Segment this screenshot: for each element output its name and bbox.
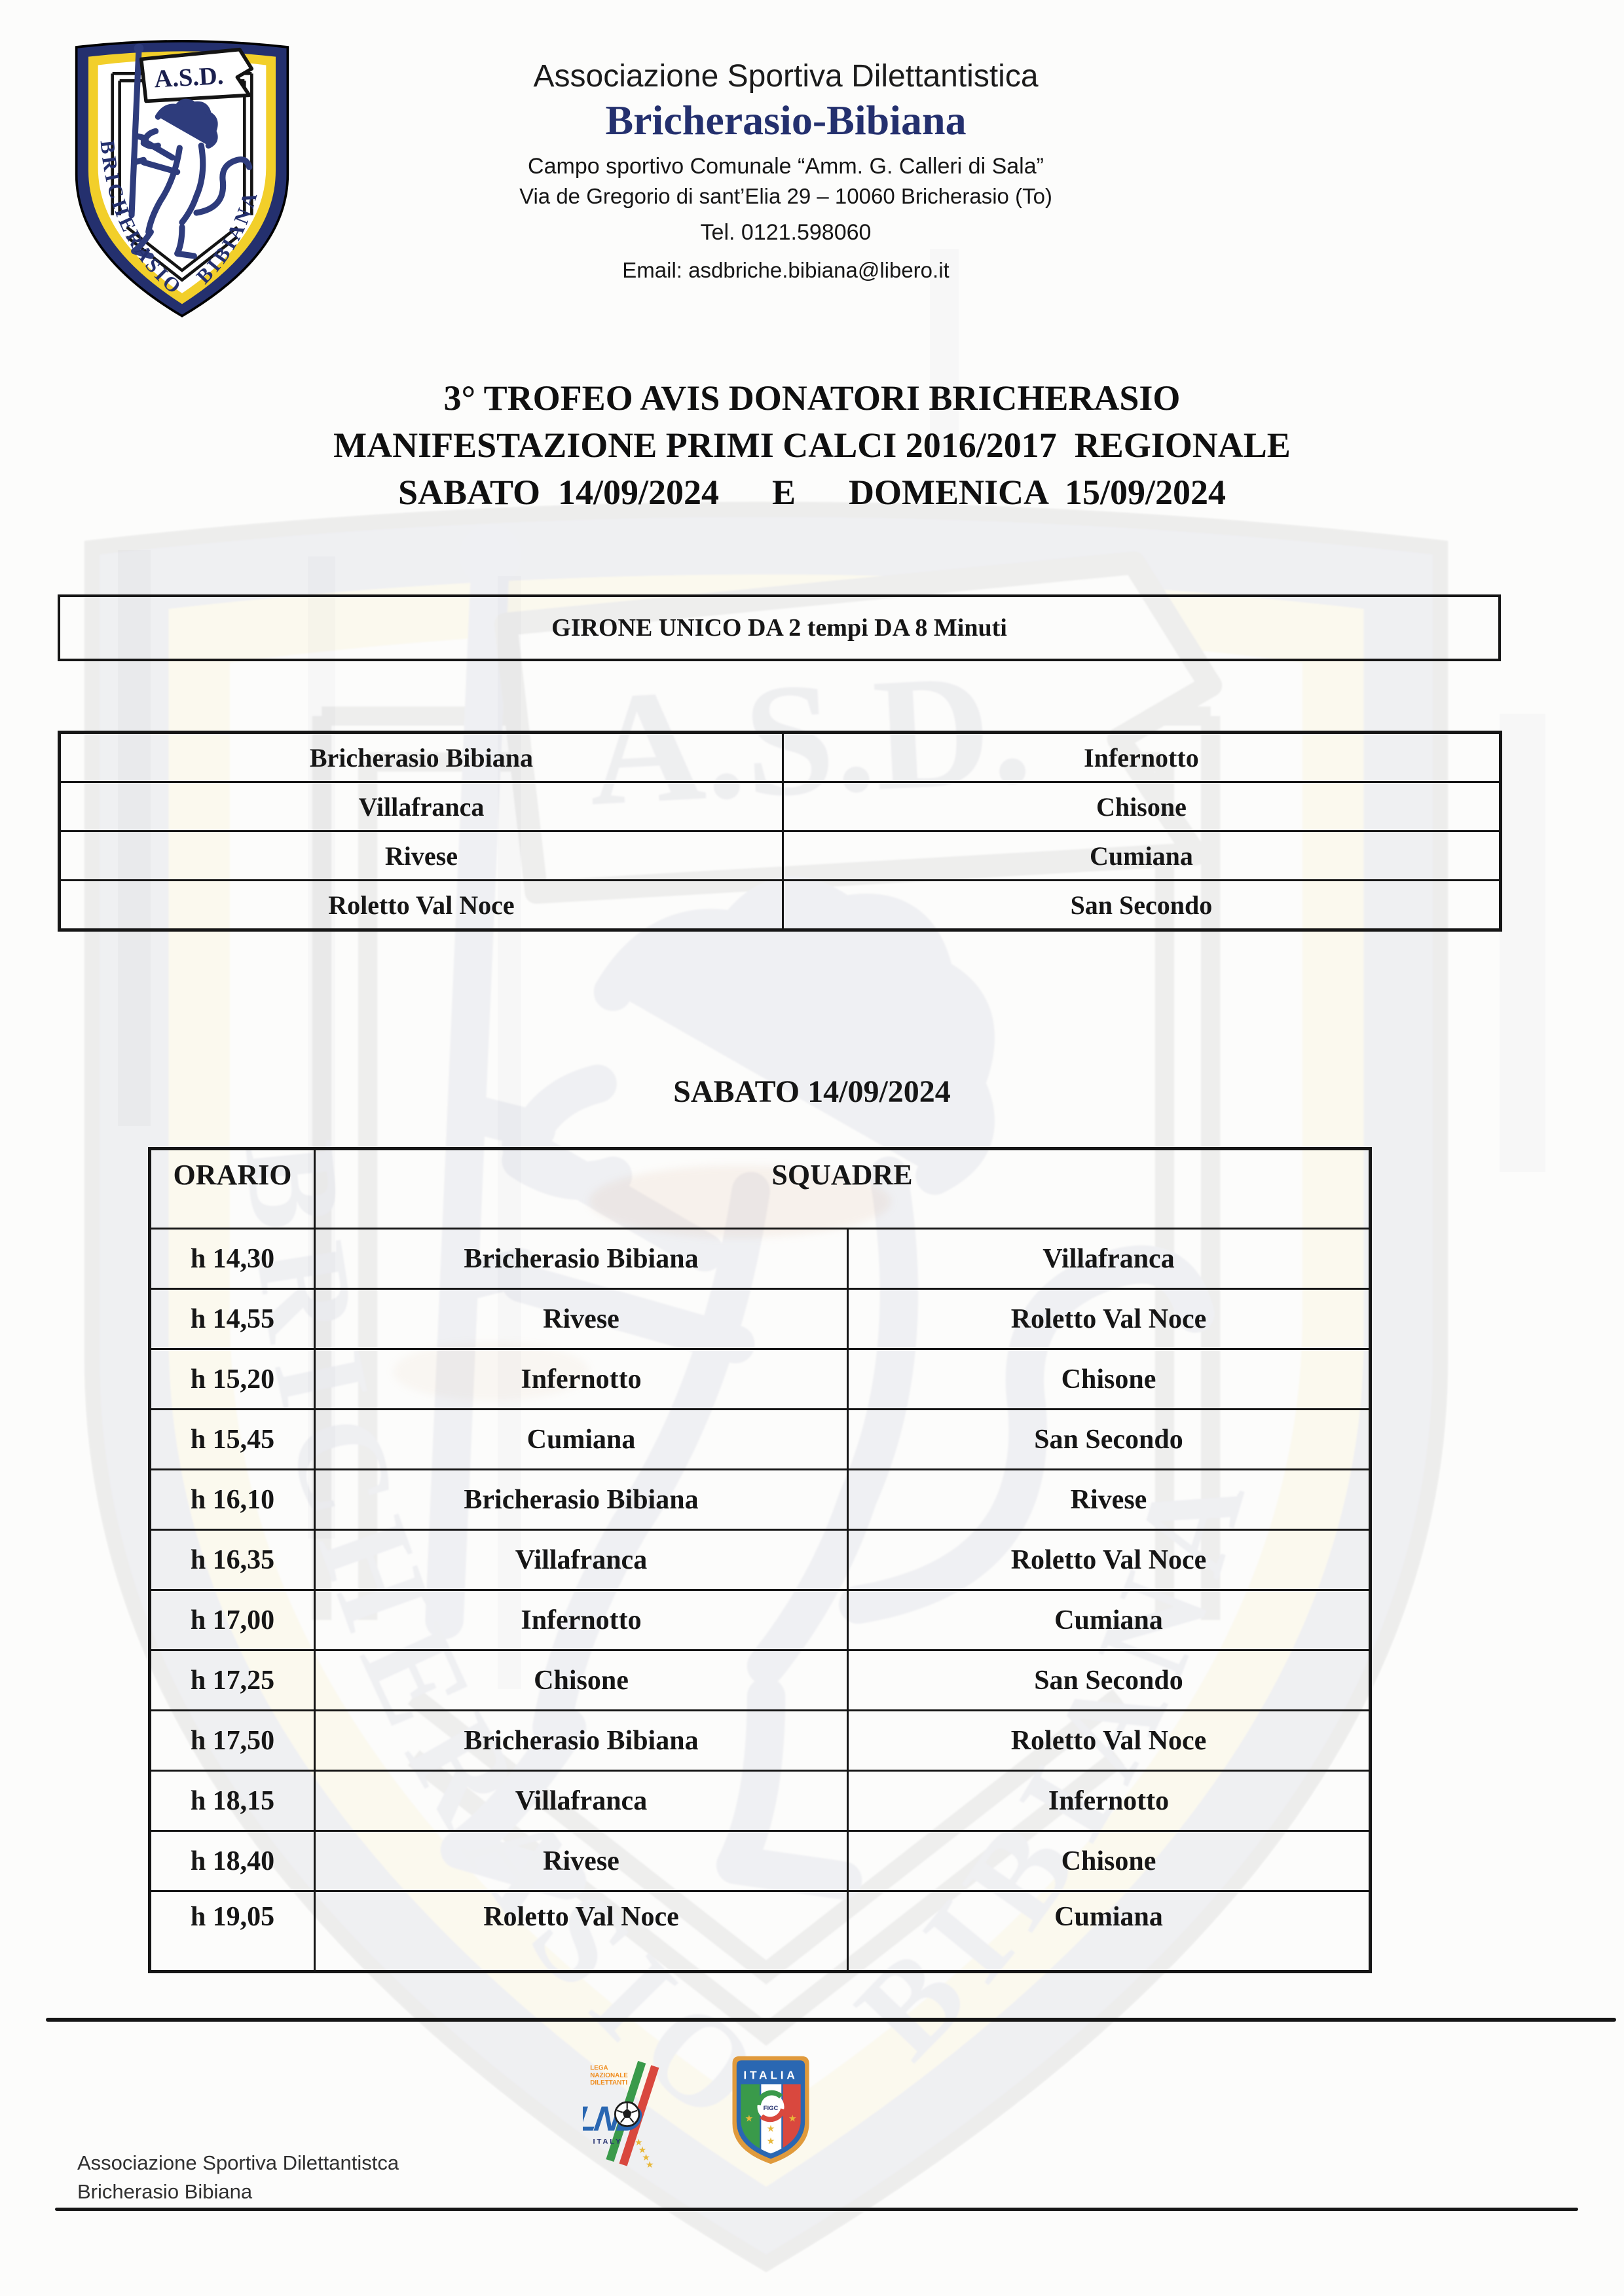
away-team-cell: Roletto Val Noce <box>848 1711 1371 1771</box>
away-team-cell: Cumiana <box>848 1891 1371 1972</box>
schedule-header-row <box>150 1149 1371 1229</box>
match-time: h 15,20 <box>150 1349 315 1410</box>
away-team-cell: San Secondo <box>848 1410 1371 1470</box>
match-time: h 16,10 <box>150 1470 315 1530</box>
title-line-3: SABATO 14/09/2024 E DOMENICA 15/09/2024 <box>397 473 1227 512</box>
match-row <box>150 1530 1371 1590</box>
away-team-cell: Rivese <box>848 1470 1371 1530</box>
away-team-cell: Infernotto <box>848 1771 1371 1831</box>
home-team-cell: Infernotto <box>315 1590 848 1650</box>
match-row <box>150 1891 1371 1972</box>
match-row <box>150 1831 1371 1891</box>
away-team-cell: Villafranca <box>848 1229 1371 1289</box>
match-row <box>150 1470 1371 1530</box>
tournament-title <box>0 374 1624 516</box>
figc-logo <box>722 2053 820 2167</box>
away-team-cell: Chisone <box>848 1349 1371 1410</box>
away-team-cell: Roletto Val Noce <box>848 1289 1371 1349</box>
match-time: h 17,25 <box>150 1650 315 1711</box>
footer-rule-bottom <box>55 2208 1578 2211</box>
match-time: h 15,45 <box>150 1410 315 1470</box>
teams-table <box>58 731 1502 932</box>
team-cell: Villafranca <box>60 782 783 831</box>
match-row <box>150 1349 1371 1410</box>
home-team-cell: Villafranca <box>315 1530 848 1590</box>
club-logo <box>60 33 304 321</box>
phone-line: Tel. 0121.598060 <box>700 220 872 246</box>
title-line-1: 3° TROFEO AVIS DONATORI BRICHERASIO <box>443 378 1181 418</box>
match-row <box>150 1410 1371 1470</box>
match-row <box>150 1229 1371 1289</box>
schedule-table <box>148 1147 1372 1973</box>
match-time: h 14,30 <box>150 1229 315 1289</box>
saturday-heading: SABATO 14/09/2024 <box>673 1074 951 1109</box>
table-row <box>60 782 1501 831</box>
home-team-cell: Roletto Val Noce <box>315 1891 848 1972</box>
email-line: Email: asdbriche.bibiana@libero.it <box>622 257 950 282</box>
away-team-cell: Roletto Val Noce <box>848 1530 1371 1590</box>
match-row <box>150 1289 1371 1349</box>
home-team-cell: Chisone <box>315 1650 848 1711</box>
home-team-cell: Infernotto <box>315 1349 848 1410</box>
letterhead <box>275 59 1297 282</box>
team-cell: Infernotto <box>783 733 1500 782</box>
footer-association-line: Associazione Sportiva Dilettantistca <box>77 2151 399 2174</box>
address-line: Via de Gregorio di sant’Elia 29 – 10060 Bricherasio (To) <box>519 183 1052 208</box>
away-team-cell: San Secondo <box>848 1650 1371 1711</box>
match-row <box>150 1650 1371 1711</box>
team-cell: Rivese <box>60 831 783 881</box>
team-cell: Cumiana <box>783 831 1500 881</box>
footer-club-line: Bricherasio Bibiana <box>77 2180 253 2203</box>
association-type: Associazione Sportiva Dilettantistica <box>533 59 1039 94</box>
match-time: h 17,50 <box>150 1711 315 1771</box>
home-team-cell: Rivese <box>315 1289 848 1349</box>
girone-label: GIRONE UNICO DA 2 tempi DA 8 Minuti <box>551 614 1007 642</box>
table-row <box>60 733 1501 782</box>
squadre-header: SQUADRE <box>315 1149 1371 1229</box>
match-time: h 19,05 <box>150 1891 315 1972</box>
home-team-cell: Rivese <box>315 1831 848 1891</box>
match-time: h 17,00 <box>150 1590 315 1650</box>
match-row <box>150 1711 1371 1771</box>
venue-line: Campo sportivo Comunale “Amm. G. Calleri di Sala” <box>528 154 1044 179</box>
team-cell: Roletto Val Noce <box>60 881 783 930</box>
match-time: h 14,55 <box>150 1289 315 1349</box>
away-team-cell: Chisone <box>848 1831 1371 1891</box>
match-row <box>150 1771 1371 1831</box>
home-team-cell: Bricherasio Bibiana <box>315 1229 848 1289</box>
orario-header: ORARIO <box>150 1149 315 1229</box>
club-name: Bricherasio-Bibiana <box>605 96 967 143</box>
home-team-cell: Villafranca <box>315 1771 848 1831</box>
team-cell: San Secondo <box>783 881 1500 930</box>
away-team-cell: Cumiana <box>848 1590 1371 1650</box>
footer-rule-top <box>46 2018 1616 2022</box>
table-row <box>60 881 1501 930</box>
match-time: h 18,15 <box>150 1771 315 1831</box>
title-line-2: MANIFESTAZIONE PRIMI CALCI 2016/2017 REGIONALE <box>333 426 1291 465</box>
girone-box <box>58 594 1501 661</box>
home-team-cell: Cumiana <box>315 1410 848 1470</box>
home-team-cell: Bricherasio Bibiana <box>315 1711 848 1771</box>
home-team-cell: Bricherasio Bibiana <box>315 1470 848 1530</box>
match-time: h 16,35 <box>150 1530 315 1590</box>
team-cell: Chisone <box>783 782 1500 831</box>
match-time: h 18,40 <box>150 1831 315 1891</box>
team-cell: Bricherasio Bibiana <box>60 733 783 782</box>
lnd-logo <box>583 2056 671 2174</box>
table-row <box>60 831 1501 881</box>
match-row <box>150 1590 1371 1650</box>
